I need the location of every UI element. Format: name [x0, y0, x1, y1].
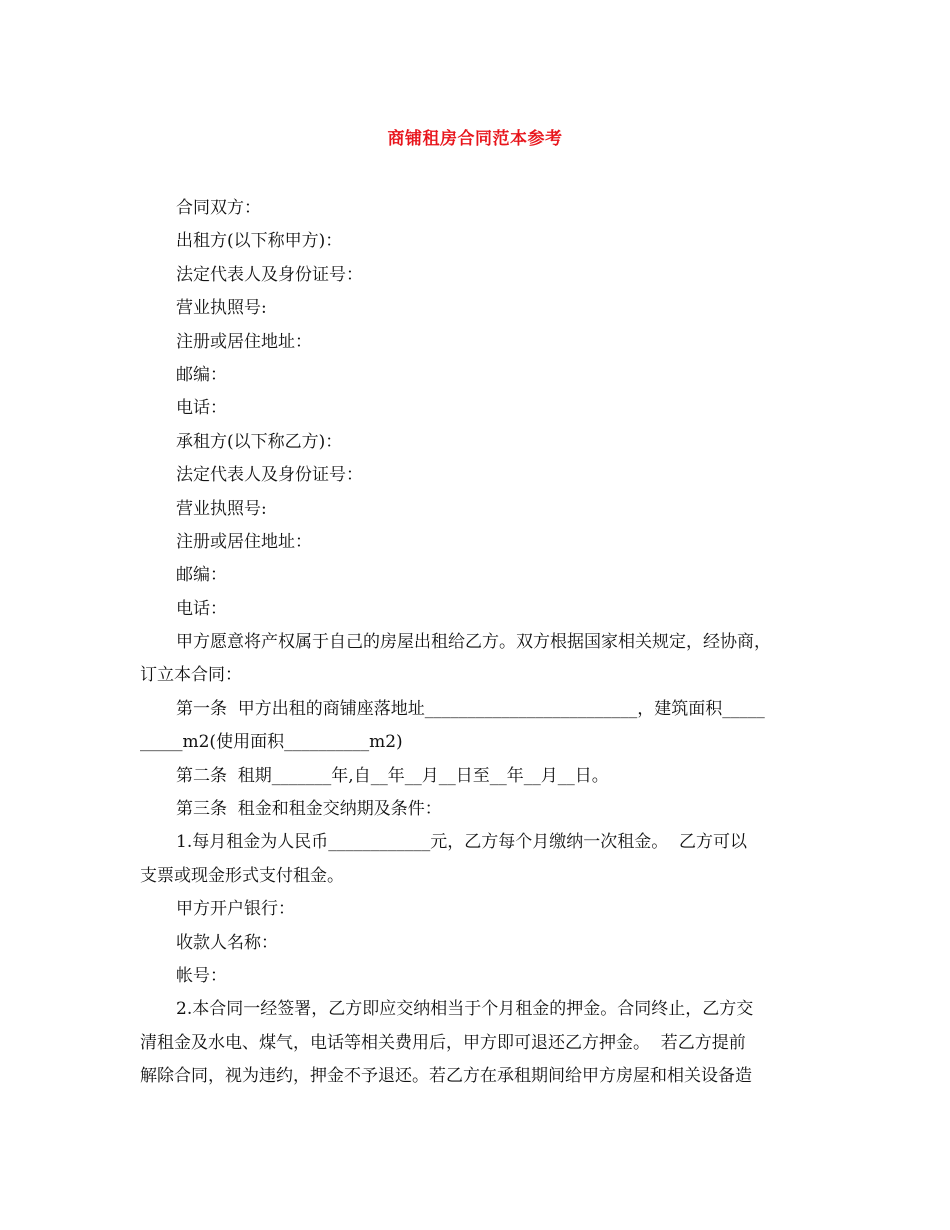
- document-title: 商铺租房合同范本参考: [387, 129, 563, 149]
- contract-line: 合同双方：: [176, 198, 261, 218]
- contract-line: 1.每月租金为人民币____________元，乙方每个月缴纳一次租金。 乙方可以: [176, 832, 748, 853]
- contract-line: 清租金及水电、煤气，电话等相关费用后，甲方即可退还乙方押金。 若乙方提前: [140, 1032, 746, 1053]
- contract-line: 邮编：: [176, 364, 227, 385]
- contract-line: 营业执照号:: [176, 298, 267, 319]
- contract-line: _____m2(使用面积__________m2): [140, 732, 403, 753]
- contract-line: 支票或现金形式支付租金。: [140, 865, 344, 886]
- contract-line: 注册或居住地址：: [176, 531, 312, 552]
- contract-line: 邮编：: [176, 565, 227, 586]
- contract-body: [140, 192, 830, 1094]
- contract-line: 注册或居住地址：: [176, 331, 312, 352]
- contract-line: 第三条 租金和租金交纳期及条件：: [176, 799, 442, 820]
- contract-line: 出租方(以下称甲方)：: [176, 231, 343, 252]
- contract-line: 订立本合同：: [140, 665, 242, 686]
- contract-line: 第一条 甲方出租的商铺座落地址_________________________，建筑面积_____: [176, 698, 765, 719]
- contract-line: 解除合同，视为违约，押金不予退还。若乙方在承租期间给甲方房屋和相关设备造: [140, 1066, 752, 1087]
- contract-line: 电话：: [176, 398, 227, 419]
- contract-line: 法定代表人及身份证号：: [176, 264, 363, 285]
- contract-line: 收款人名称：: [176, 932, 278, 953]
- contract-line: 第二条 租期_______年,自__年__月__日至__年__月__日。: [176, 765, 609, 786]
- contract-line: 甲方开户银行：: [176, 899, 295, 920]
- contract-line: 帐号：: [176, 965, 227, 986]
- contract-line: 甲方愿意将产权属于自己的房屋出租给乙方。双方根据国家相关规定，经协商，: [176, 632, 771, 653]
- contract-line: 电话：: [176, 598, 227, 619]
- contract-line: 营业执照号:: [176, 498, 267, 519]
- contract-line: 承租方(以下称乙方)：: [176, 431, 343, 452]
- contract-line: 2.本合同一经签署，乙方即应交纳相当于个月租金的押金。合同终止，乙方交: [176, 999, 754, 1020]
- contract-line: 法定代表人及身份证号：: [176, 465, 363, 486]
